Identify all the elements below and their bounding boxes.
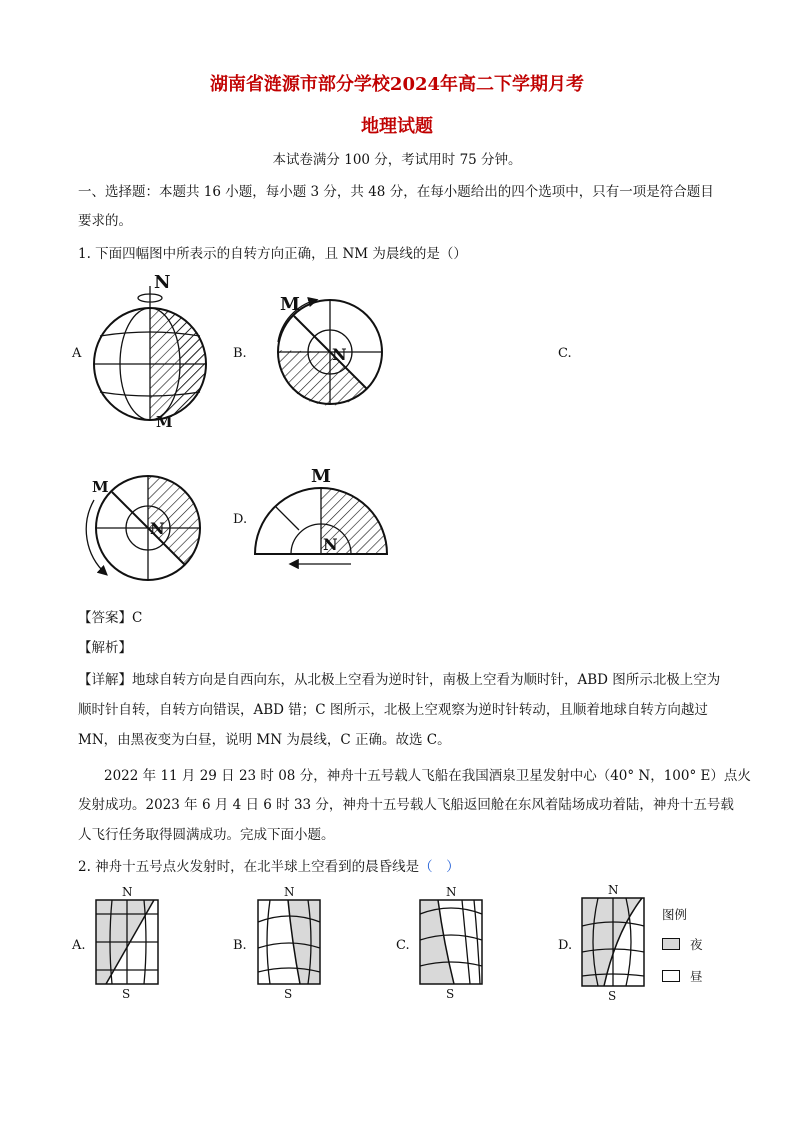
q2-figure-c <box>418 884 488 1002</box>
q1-d-n-label: N <box>323 535 338 554</box>
q2-option-a-label: A. <box>72 938 86 953</box>
answer-value: C <box>132 610 143 626</box>
q1-b-n-label: N <box>332 345 347 364</box>
q1-figure-b <box>270 292 400 422</box>
legend-night-swatch <box>662 938 680 950</box>
answer-tag: 【答案】 <box>78 610 132 626</box>
q1-figure-d <box>255 466 395 570</box>
detail-line1: 地球自转方向是自西向东，从北极上空看为逆时针，南极上空看为顺时针，ABD 图所示北极上空为 <box>132 672 721 688</box>
q2-figure-a <box>94 884 164 1002</box>
q1-b-m-label: M <box>280 294 300 315</box>
q1-figure-c <box>88 470 218 588</box>
q2-c-n-label: N <box>446 885 457 899</box>
q1-a-n-label: N <box>154 272 171 293</box>
q2-d-s-label: S <box>608 989 617 1003</box>
document-title: 湖南省涟源市部分学校2024年高二下学期月考 <box>209 74 585 95</box>
section-instruction-line2: 要求的。 <box>78 213 132 229</box>
q1-d-m-label: M <box>311 466 331 487</box>
q2-c-s-label: S <box>446 987 455 1001</box>
q2-a-n-label: N <box>122 885 133 899</box>
q2-stem: 2. 神舟十五号点火发射时，在北半球上空看到的晨昏线是 <box>78 859 420 875</box>
q2-option-d-label: D. <box>558 938 573 953</box>
context-line3: 人飞行任务取得圆满成功。完成下面小题。 <box>78 827 335 843</box>
section-instruction-line1: 一、选择题：本题共 16 小题，每小题 3 分，共 48 分，在每小题给出的四个选项中，只有一项是符合题目 <box>78 184 714 200</box>
q2-a-s-label: S <box>122 987 131 1001</box>
q2-option-b-label: B. <box>233 938 247 953</box>
q2-b-s-label: S <box>284 987 293 1001</box>
q1-option-b-label: B. <box>233 346 247 361</box>
legend-day-swatch <box>662 970 680 982</box>
context-line1: 2022 年 11 月 29 日 23 时 08 分，神舟十五号载人飞船在我国酒泉卫星发射中心（40° N，100° E）点火 <box>104 768 751 784</box>
legend-title: 图例 <box>662 907 688 922</box>
q1-option-d-label: D. <box>233 512 248 527</box>
q2-figure-d <box>580 882 650 1004</box>
detail-line2: 顺时针自转，自转方向错误，ABD 错；C 图所示，北极上空观察为逆时针转动，且顺着地球自转方向越过 <box>78 702 708 718</box>
q1-option-c-label: C. <box>558 346 572 361</box>
context-line2: 发射成功。2023 年 6 月 4 日 6 时 33 分，神舟十五号载人飞船返回舱在东风着陆场成功着陆，神舟十五号载 <box>78 797 734 813</box>
legend <box>662 905 703 985</box>
q2-option-c-label: C. <box>396 938 410 953</box>
exam-meta: 本试卷满分 100 分，考试用时 75 分钟。 <box>272 152 522 168</box>
q2-answer-bracket: （ ） <box>419 859 460 875</box>
legend-night-label: 夜 <box>689 937 703 952</box>
q2-figure-b <box>256 884 326 1002</box>
detail-line3: MN，由黑夜变为白昼，说明 MN 为晨线，C 正确。故选 C。 <box>78 732 451 748</box>
analysis-tag: 【解析】 <box>78 640 132 656</box>
q2-b-n-label: N <box>284 885 295 899</box>
q1-a-m-label: M <box>156 413 173 431</box>
q1-c-n-label: N <box>150 519 165 538</box>
detail-tag: 【详解】 <box>78 672 132 688</box>
q1-c-m-label: M <box>92 478 109 496</box>
q2-d-n-label: N <box>608 883 619 897</box>
q1-stem: 1. 下面四幅图中所表示的自转方向正确，且 NM 为晨线的是（） <box>78 246 467 262</box>
document-subtitle: 地理试题 <box>361 116 433 137</box>
q1-option-a-label: A <box>72 346 82 361</box>
legend-day-label: 昼 <box>689 969 703 984</box>
q1-figure-a <box>88 272 218 432</box>
